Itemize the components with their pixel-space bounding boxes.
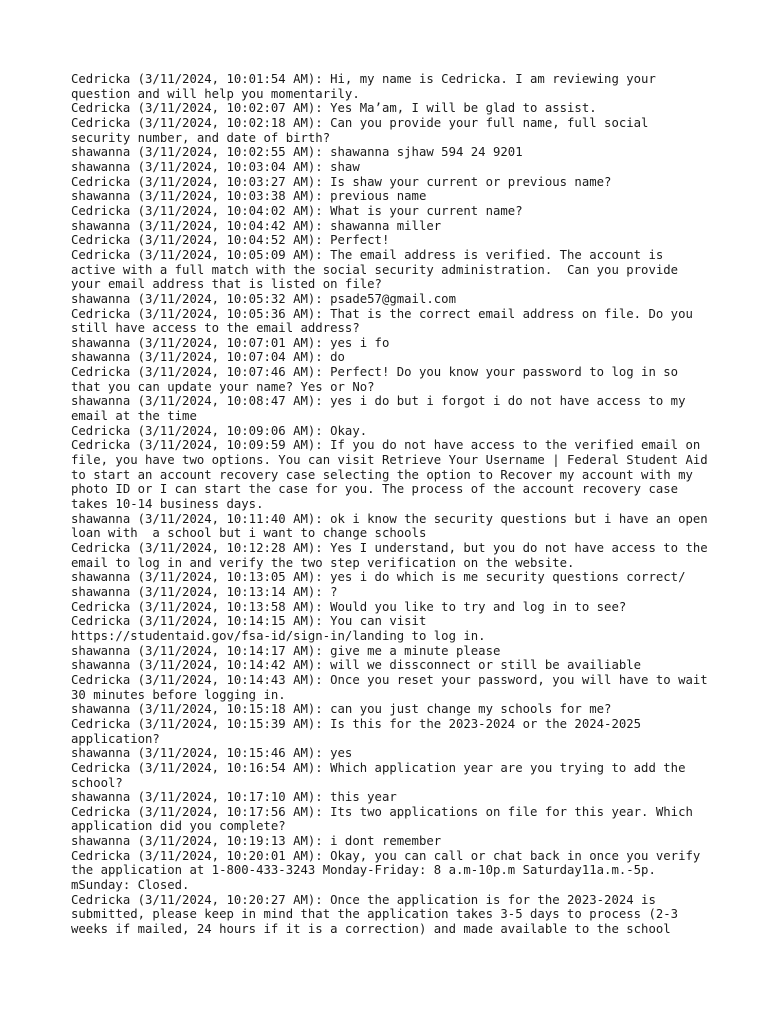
transcript-line: Cedricka (3/11/2024, 10:05:36 AM): That is the correct email address on file. Do you still have access to the email address? (71, 306, 701, 336)
transcript-line: shawanna (3/11/2024, 10:02:55 AM): shawanna sjhaw 594 24 9201 (71, 145, 523, 160)
transcript-line: Cedricka (3/11/2024, 10:07:46 AM): Perfect! Do you know your password to log in so that you can update your name? Yes or No? (71, 365, 686, 394)
transcript-line: Cedricka (3/11/2024, 10:04:02 AM): What is your current name? (71, 203, 523, 218)
transcript-line: Cedricka (3/11/2024, 10:17:56 AM): Its two applications on file for this year. Which application did you complete? (71, 804, 701, 834)
transcript-line: shawanna (3/11/2024, 10:13:14 AM): ? (71, 584, 338, 599)
transcript-line: shawanna (3/11/2024, 10:04:42 AM): shawanna miller (71, 218, 442, 233)
transcript-line: Cedricka (3/11/2024, 10:13:58 AM): Would you like to try and log in to see? (71, 599, 627, 614)
transcript-line: shawanna (3/11/2024, 10:11:40 AM): ok i know the security questions but i have an open loan with a school but i want to change schools (71, 511, 716, 541)
transcript-line: Cedricka (3/11/2024, 10:09:59 AM): If you do not have access to the verified email on file, you have two options. You can visit Retrieve Your Username | Federal Student Aid to start an account recovery case selecting the option to Recover my account with my photo ID or I can start the case for you. The process of the account recovery case takes 10-14 business days. (71, 438, 716, 512)
transcript-line: Cedricka (3/11/2024, 10:05:09 AM): The email address is verified. The account is active with a full match with the social security administration. Can you provide your email address that is listed on file? (71, 247, 686, 292)
transcript-line: Cedricka (3/11/2024, 10:02:07 AM): Yes Ma’am, I will be glad to assist. (71, 101, 597, 116)
transcript-line: shawanna (3/11/2024, 10:15:46 AM): yes (71, 746, 353, 761)
transcript-line: shawanna (3/11/2024, 10:07:01 AM): yes i fo (71, 335, 390, 350)
transcript-line: shawanna (3/11/2024, 10:19:13 AM): i dont remember (71, 834, 442, 849)
transcript-line: shawanna (3/11/2024, 10:17:10 AM): this year (71, 790, 397, 805)
transcript-line: Cedricka (3/11/2024, 10:14:43 AM): Once you reset your password, you will have to wait 30 minutes before logging in. (71, 672, 716, 702)
transcript-line: Cedricka (3/11/2024, 10:09:06 AM): Okay. (71, 423, 368, 438)
transcript-line: Cedricka (3/11/2024, 10:16:54 AM): Which application year are you trying to add the school? (71, 760, 693, 790)
transcript-line: shawanna (3/11/2024, 10:07:04 AM): do (71, 350, 345, 365)
transcript-line: shawanna (3/11/2024, 10:03:38 AM): previous name (71, 189, 427, 204)
transcript-line: Cedricka (3/11/2024, 10:03:27 AM): Is shaw your current or previous name? (71, 174, 612, 189)
transcript-line: shawanna (3/11/2024, 10:14:42 AM): will we dissconnect or still be availiable (71, 658, 642, 673)
transcript-line: shawanna (3/11/2024, 10:14:17 AM): give me a minute please (71, 643, 501, 658)
transcript-line: shawanna (3/11/2024, 10:03:04 AM): shaw (71, 159, 360, 174)
transcript-line: Cedricka (3/11/2024, 10:02:18 AM): Can you provide your full name, full social security number, and date of birth? (71, 115, 656, 145)
transcript-line: shawanna (3/11/2024, 10:13:05 AM): yes i do which is me security questions correct/ (71, 570, 686, 585)
transcript-line: Cedricka (3/11/2024, 10:12:28 AM): Yes I understand, but you do not have access to the email to log in and verify the two step verification on the website. (71, 541, 716, 570)
transcript-line: Cedricka (3/11/2024, 10:04:52 AM): Perfect! (71, 233, 390, 248)
transcript-line: shawanna (3/11/2024, 10:15:18 AM): can you just change my schools for me? (71, 702, 612, 717)
transcript-line: Cedricka (3/11/2024, 10:20:27 AM): Once the application is for the 2023-2024 is submitted, please keep in mind that the application takes 3-5 days to process (2-3 weeks if mailed, 24 hours if it is a correction) and made available to the school (71, 892, 686, 937)
transcript-line: Cedricka (3/11/2024, 10:15:39 AM): Is this for the 2023-2024 or the 2024-2025 application? (71, 716, 649, 746)
transcript-line: Cedricka (3/11/2024, 10:20:01 AM): Okay, you can call or chat back in once you verify the application at 1-800-433-3243 Monday-Friday: 8 a.m-10p.m Saturday11a.m.-5p. mSunday: Closed. (71, 848, 708, 893)
transcript-line: shawanna (3/11/2024, 10:08:47 AM): yes i do but i forgot i do not have access to my email at the time (71, 394, 693, 424)
transcript-line: shawanna (3/11/2024, 10:05:32 AM): psade57@gmail.com (71, 291, 456, 306)
transcript-line: Cedricka (3/11/2024, 10:14:15 AM): You can visit https://studentaid.gov/fsa-id/sign-in/landing to log in. (71, 614, 486, 643)
chat-transcript (71, 72, 716, 937)
transcript-line: Cedricka (3/11/2024, 10:01:54 AM): Hi, my name is Cedricka. I am reviewing your question and will help you momentarily. (71, 72, 664, 101)
